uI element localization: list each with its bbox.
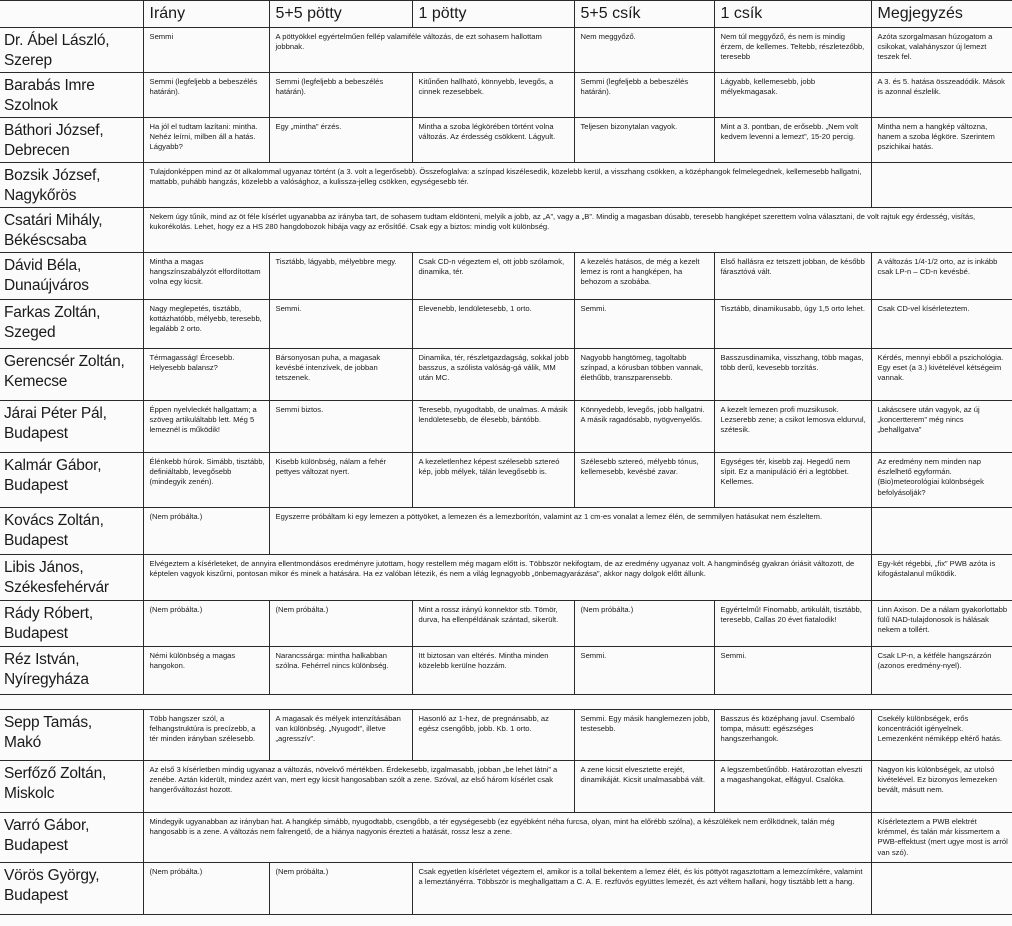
participant-cell <box>0 601 143 647</box>
column-header-dot-1: 1 pötty <box>412 1 574 28</box>
participant-place: Budapest <box>4 477 68 494</box>
participant-cell <box>0 813 143 863</box>
cell-dots-5-5: A pöttyökkel egyértelműen fellép valamiféle változás, de ezt sohasem hallottam jobbnak. <box>269 28 574 73</box>
participant-place: Szolnok <box>4 97 58 114</box>
participant-cell <box>0 73 143 118</box>
table-row <box>0 349 1012 401</box>
participant-name: Varró Gábor, <box>4 817 90 834</box>
participant-cell <box>0 349 143 401</box>
participant-cell <box>0 710 143 761</box>
table-row <box>0 710 1012 761</box>
table-row <box>0 208 1012 253</box>
participant-name: Báthori József, <box>4 122 104 139</box>
participant-name: Gerencsér Zoltán, <box>4 353 125 370</box>
participant-name: Járai Péter Pál, <box>4 405 107 422</box>
cell-direction: Az első 3 kísérletben mindig ugyanaz a változás, növekvő mértékben. Érdekesebb, izgalmasabb, jobban „be lehet látni” a zenébe. Aztán kiderült, mindez azért van, mert egy kicsit hangosabban szólt a zene. Szóval, az első három kísérlet csak hangerőváltozást hozott. <box>143 761 574 813</box>
cell-stripe-1: Lágyabb, kellemesebb, jobb mélyekmagasak. <box>714 73 871 118</box>
cell-stripes-5-5: Nagyobb hangtömeg, tagoltabb színpad, a kórusban többen vannak, élethűbb, transzparensebb. <box>574 349 714 401</box>
column-header-dots-5-5: 5+5 pötty <box>269 1 412 28</box>
table-row <box>0 28 1012 73</box>
cell-dots-5-5: Narancssárga: mintha halkabban szólna. Fehérrel nincs különbség. <box>269 647 412 695</box>
table-body <box>0 28 1012 915</box>
table-row <box>0 118 1012 163</box>
cell-direction: Semmi (legfeljebb a bebeszélés határán). <box>143 73 269 118</box>
column-header-stripe-1: 1 csík <box>714 1 871 28</box>
cell-dot-1: Csak CD-n végeztem el, ott jobb szólamok, dinamika, tér. <box>412 253 574 300</box>
cell-direction: Némi különbség a magas hangokon. <box>143 647 269 695</box>
cell-stripes-5-5: Nem meggyőző. <box>574 28 714 73</box>
participant-cell <box>0 163 143 208</box>
participant-name: Csatári Mihály, <box>4 212 103 229</box>
cell-dots-5-5: Semmi. <box>269 300 412 349</box>
table-row <box>0 813 1012 863</box>
table-row <box>0 601 1012 647</box>
participant-place: Makó <box>4 734 42 751</box>
participant-name: Libis János, <box>4 559 84 576</box>
participant-name: Rády Róbert, <box>4 605 93 622</box>
participant-place: Szeged <box>4 324 56 341</box>
cell-dots-5-5: Semmi (legfeljebb a bebeszélés határán). <box>269 73 412 118</box>
participant-place: Budapest <box>4 887 68 904</box>
cell-stripe-1: Semmi. <box>714 647 871 695</box>
cell-direction: Ha jól el tudtam lazítani: mintha. Nehéz leírni, milben áll a hatás. Lágyabb? <box>143 118 269 163</box>
participant-cell <box>0 28 143 73</box>
section-gap <box>0 695 1012 710</box>
cell-dot-1: Kitűnően hallható, könnyebb, levegős, a cinnek rezesebbek. <box>412 73 574 118</box>
cell-dots-5-5: (Nem próbálta.) <box>269 601 412 647</box>
cell-direction: Semmi <box>143 28 269 73</box>
cell-dots-5-5: Egyszerre próbáltam ki egy lemezen a pöttyöket, a lemezen és a lemezborítón, valamint az 1 cm-es vonalat a lemez élén, de semmilyen hatásukat nem észleltem. <box>269 508 871 555</box>
cell-notes <box>871 163 1012 208</box>
cell-dot-1: A kezeletlenhez képest szélesebb sztereó kép, jobb mélyek, tálán levegősebb is. <box>412 453 574 508</box>
participant-cell <box>0 253 143 300</box>
cell-dot-1: Dinamika, tér, részletgazdagság, sokkal jobb basszus, a szólista valóság-gá válik, MM után MC. <box>412 349 574 401</box>
cell-notes: A változás 1/4-1/2 orto, az is inkább csak LP-n – CD-n kevésbé. <box>871 253 1012 300</box>
cell-dots-5-5: Semmi biztos. <box>269 401 412 453</box>
participant-name: Kovács Zoltán, <box>4 512 104 529</box>
participant-cell <box>0 208 143 253</box>
participant-name: Dr. Ábel László, <box>4 32 110 49</box>
cell-stripe-1: Nem túl meggyőző, és nem is mindig érzem, de kellemes. Teltebb, részletezőbb, teresebb <box>714 28 871 73</box>
cell-dot-1: Mint a rossz irányú konnektor stb. Tömör, durva, ha ellenpéldának szántad, sikerült. <box>412 601 574 647</box>
cell-notes: Az eredmény nem minden nap észlelhető egyformán. (Bio)meteorológiai különbségek befolyásolják? <box>871 453 1012 508</box>
cell-stripe-1: Basszus és középhang javul. Csembaló tompa, másutt: egészséges hangszerhangok. <box>714 710 871 761</box>
cell-dot-1: Csak egyetlen kísérletet végeztem el, amikor is a tollal bekentem a lemez élét, és kis pöttyöt ragasztottam a lemezcímkére, valamint a lemeztányérra. Többször is meghallgattam a C. A. E. rezfüvós együttes lemezét, és azt véltem hallani, hogy tisztább lett a hang. <box>412 863 871 915</box>
cell-dots-5-5: (Nem próbálta.) <box>269 863 412 915</box>
participant-name: Vörös György, <box>4 867 100 884</box>
cell-dot-1: Elevenebb, lendületesebb, 1 orto. <box>412 300 574 349</box>
cell-stripes-5-5: Semmi. <box>574 647 714 695</box>
table-header <box>0 1 1012 28</box>
cell-stripes-5-5: Semmi (legfeljebb a bebeszélés határán). <box>574 73 714 118</box>
participant-cell <box>0 647 143 695</box>
cell-dots-5-5: Tisztább, lágyabb, mélyebbre megy. <box>269 253 412 300</box>
cell-stripes-5-5: Teljesen bizonytalan vagyok. <box>574 118 714 163</box>
participant-place: Miskolc <box>4 785 55 802</box>
cell-notes: Csak LP-n, a kétféle hangszárzón (azonos eredmény-nyel). <box>871 647 1012 695</box>
cell-direction: (Nem próbálta.) <box>143 601 269 647</box>
cell-dot-1: Itt biztosan van eltérés. Mintha minden közelebb kerülne hozzám. <box>412 647 574 695</box>
participant-place: Székesfehérvár <box>4 579 109 596</box>
cell-dots-5-5: Kisebb különbség, nálam a fehér pettyes változat nyert. <box>269 453 412 508</box>
table-row <box>0 163 1012 208</box>
table-row <box>0 508 1012 555</box>
table-row <box>0 401 1012 453</box>
participant-cell <box>0 300 143 349</box>
cell-notes: Lakáscsere után vagyok, az új „koncertterem” még nincs „behallgatva” <box>871 401 1012 453</box>
cell-stripes-5-5: (Nem próbálta.) <box>574 601 714 647</box>
table-row <box>0 647 1012 695</box>
cell-dot-1: Hasonló az 1-hez, de pregnánsabb, az egész csengőbb, jobb. Kb. 1 orto. <box>412 710 574 761</box>
participant-name: Kalmár Gábor, <box>4 457 102 474</box>
cell-direction: Nagy meglepetés, tisztább, kottázhatóbb, mélyebb, teresebb, legalább 2 orto. <box>143 300 269 349</box>
cell-direction: Tulajdonképpen mind az öt alkalommal ugyanaz történt (a 3. volt a legerősebb). Összefoglalva: a színpad kiszélesedik, közelebb kerül, a visszhang csökken, a középhangok felmelegednek, kellemesebb hallgatni, mattabb, puhább hangzás, közelebb a valósághoz, a kulissza-jelleg csökken, egységesebb tér. <box>143 163 871 208</box>
table-row <box>0 300 1012 349</box>
cell-stripe-1: Tisztább, dinamikusabb, úgy 1,5 orto lehet. <box>714 300 871 349</box>
participant-name: Réz István, <box>4 651 80 668</box>
cell-direction: Több hangszer szól, a felhangstruktúra is precízebb, a tér minden irányban szélesebb. <box>143 710 269 761</box>
cell-stripe-1: Basszusdinamika, visszhang, több magas, több derű, kevesebb torzítás. <box>714 349 871 401</box>
column-header-name <box>0 1 143 28</box>
cell-direction: (Nem próbálta.) <box>143 508 269 555</box>
cell-notes: A 3. és 5. hatása összeadódik. Mások is azonnal észlelik. <box>871 73 1012 118</box>
participant-name: Farkas Zoltán, <box>4 304 101 321</box>
cell-stripe-1: Egyértelmű! Finomabb, artikulált, tisztább, teresebb, Callas 20 évet fiatalodik! <box>714 601 871 647</box>
header-row <box>0 1 1012 28</box>
cell-notes: Csak CD-vel kísérleteztem. <box>871 300 1012 349</box>
cell-direction: Mindegyik ugyanabban az irányban hat. A hangkép simább, nyugodtabb, csengőbb, a tér egységesebb (ez egyébként néha furcsa, olyan, mint ha előrébb szólna), a készülékek nem erőlködnek, talán még hangosabb is a zene. A változás nem falrengető, de a hiánya nagyonis érezteti a hatását, rossz lesz a zene. <box>143 813 871 863</box>
table-row <box>0 761 1012 813</box>
participant-place: Békéscsaba <box>4 232 87 249</box>
cell-direction: (Nem próbálta.) <box>143 863 269 915</box>
cell-direction: Elvégeztem a kísérleteket, de annyira ellentmondásos eredményre jutottam, hogy restellem még magam előtt is. Többször nekifogtam, de az eredmény ugyanaz volt. A hangminőség gyakran óriásit változott, de képtelen vagyok kiszűrni, pontosan mikor és minek a hatására. Ha ez valóban létezik, és nem a világ legnagyobb „önbemagyarázása”, akkor nagy dolgok előtt állunk. <box>143 555 871 601</box>
cell-stripe-1: Egységes tér, kisebb zaj. Hegedű nem sípit. Ez a manipuláció éri a legtöbbet. Kellemes. <box>714 453 871 508</box>
participant-name: Barabás Imre <box>4 77 95 94</box>
participant-place: Kemecse <box>4 373 68 390</box>
cell-notes <box>871 863 1012 915</box>
participant-cell <box>0 118 143 163</box>
cell-stripes-5-5: Könnyedebb, levegős, jobb hallgatni. A másik ragadósabb, nyögvenyelős. <box>574 401 714 453</box>
cell-notes: Nagyon kis különbségek, az utolsó kivételével. Ez bizonyos lemezeken bevált, másutt nem. <box>871 761 1012 813</box>
participant-place: Dunaújváros <box>4 277 89 294</box>
cell-notes <box>871 508 1012 555</box>
cell-notes: Kísérleteztem a PWB elektrét krémmel, és talán már kissmertem a PWB-effektust (mert ugye most is arról van szó). <box>871 813 1012 863</box>
column-header-notes: Megjegyzés <box>871 1 1012 28</box>
cell-notes: Mintha nem a hangkép változna, hanem a szoba légköre. Szerintem pszichikai hatás. <box>871 118 1012 163</box>
table-row <box>0 555 1012 601</box>
participant-place: Nyíregyháza <box>4 671 89 688</box>
participant-cell <box>0 761 143 813</box>
participant-name: Serfőző Zoltán, <box>4 765 107 782</box>
cell-notes: Linn Axison. De a nálam gyakorlottabb fülű NAD-tulajdonosok is hálásak nekem a tollért. <box>871 601 1012 647</box>
participant-place: Szerep <box>4 52 52 69</box>
cell-stripes-5-5: A kezelés hatásos, de még a kezelt lemez is ront a hangképen, ha behozom a szobába. <box>574 253 714 300</box>
participant-cell <box>0 863 143 915</box>
participant-name: Dávid Béla, <box>4 257 82 274</box>
cell-dots-5-5: A magasak és mélyek intenzításában van különbség. „Nyugodt”, illetve „agresszív”. <box>269 710 412 761</box>
table-row <box>0 453 1012 508</box>
cell-notes: Egy-két régebbi, „fix” PWB azóta is kifogástalanul működik. <box>871 555 1012 601</box>
cell-notes: Csekély különbségek, erős koncentrációt igényelnek. Lemezenként némiképp eltérő hatás. <box>871 710 1012 761</box>
cell-notes: Kérdés, mennyi ebből a pszichológia. Egy eset (a 3.) kivételével kétségeim vannak. <box>871 349 1012 401</box>
cell-direction: Térmagasság! Ércesebb. Helyesebb balansz? <box>143 349 269 401</box>
participant-name: Sepp Tamás, <box>4 714 92 731</box>
cell-direction: Élénkebb húrok. Simább, tisztább, definiáltabb, levegősebb (mindegyik zenén). <box>143 453 269 508</box>
cell-dots-5-5: Egy „mintha” érzés. <box>269 118 412 163</box>
cell-stripe-1: Mint a 3. pontban, de erősebb. „Nem volt kedvem levenni a lemezt”, 15-20 percig. <box>714 118 871 163</box>
cell-direction: Mintha a magas hangszínszabályzót elfordítottam volna egy kicsit. <box>143 253 269 300</box>
column-header-direction: Irány <box>143 1 269 28</box>
cell-stripes-5-5: Semmi. <box>574 300 714 349</box>
cell-stripes-5-5: A zene kicsit elvesztette erejét, dinamikáját. Kicsit unalmasabbá vált. <box>574 761 714 813</box>
participant-name: Bozsik József, <box>4 167 101 184</box>
participant-place: Budapest <box>4 837 68 854</box>
cell-stripes-5-5: Szélesebb sztereó, mélyebb tónus, kellemesebb, kevésbé zavar. <box>574 453 714 508</box>
table-row <box>0 863 1012 915</box>
cell-stripes-5-5: Semmi. Egy másik hanglemezen jobb, testesebb. <box>574 710 714 761</box>
participant-place: Budapest <box>4 625 68 642</box>
cell-direction: Nekem úgy tűnik, mind az öt féle kísérlet ugyanabba az irányba tart, de sohasem tudtam eldönteni, melyik a jobb, az „A”, vagy a „B”. Mindig a magasban dúsabb, teresebb hangképet szerettem volna választani, de volt rajtuk egy érdesség, visítás, kukorékolás. Lehet, hogy ez a HS 280 hangdobozok hibája vagy az erősítőé. Csak egy a biztos: mindig volt különbség. <box>143 208 1012 253</box>
participant-cell <box>0 401 143 453</box>
participant-place: Nagykőrös <box>4 187 77 204</box>
table-row <box>0 253 1012 300</box>
participant-place: Budapest <box>4 532 68 549</box>
participant-cell <box>0 453 143 508</box>
cell-dots-5-5: Bársonyosan puha, a magasak kevésbé intenzívek, de jobban tetszenek. <box>269 349 412 401</box>
participant-place: Debrecen <box>4 142 70 159</box>
participant-cell <box>0 555 143 601</box>
cell-stripe-1: A kezelt lemezen profi muzsikusok. Lezserebb zene; a csikot lemosva eldurvul, szétesik. <box>714 401 871 453</box>
cell-direction: Éppen nyelvleckét hallgattam; a szöveg artikuláltabb lett. Még 5 lemeznél is működik! <box>143 401 269 453</box>
participant-place: Budapest <box>4 425 68 442</box>
participant-cell <box>0 508 143 555</box>
cell-stripe-1: A legszembetűnőbb. Határozottan elveszti a magashangokat, elfágyul. Csalóka. <box>714 761 871 813</box>
column-header-stripes-5-5: 5+5 csík <box>574 1 714 28</box>
cell-dot-1: Teresebb, nyugodtabb, de unalmas. A másik lendületesebb, de élesebb, bántóbb. <box>412 401 574 453</box>
cell-stripe-1: Első hallásra ez tetszett jobban, de később fárasztóvá vált. <box>714 253 871 300</box>
cell-notes: Azóta szorgalmasan húzogatom a csikokat, valahányszor új lemezt teszek fel. <box>871 28 1012 73</box>
gap-cell <box>0 695 1012 710</box>
cell-dot-1: Mintha a szoba légkörében történt volna változás. Az érdesség csökkent. Lágyult. <box>412 118 574 163</box>
table-row <box>0 73 1012 118</box>
